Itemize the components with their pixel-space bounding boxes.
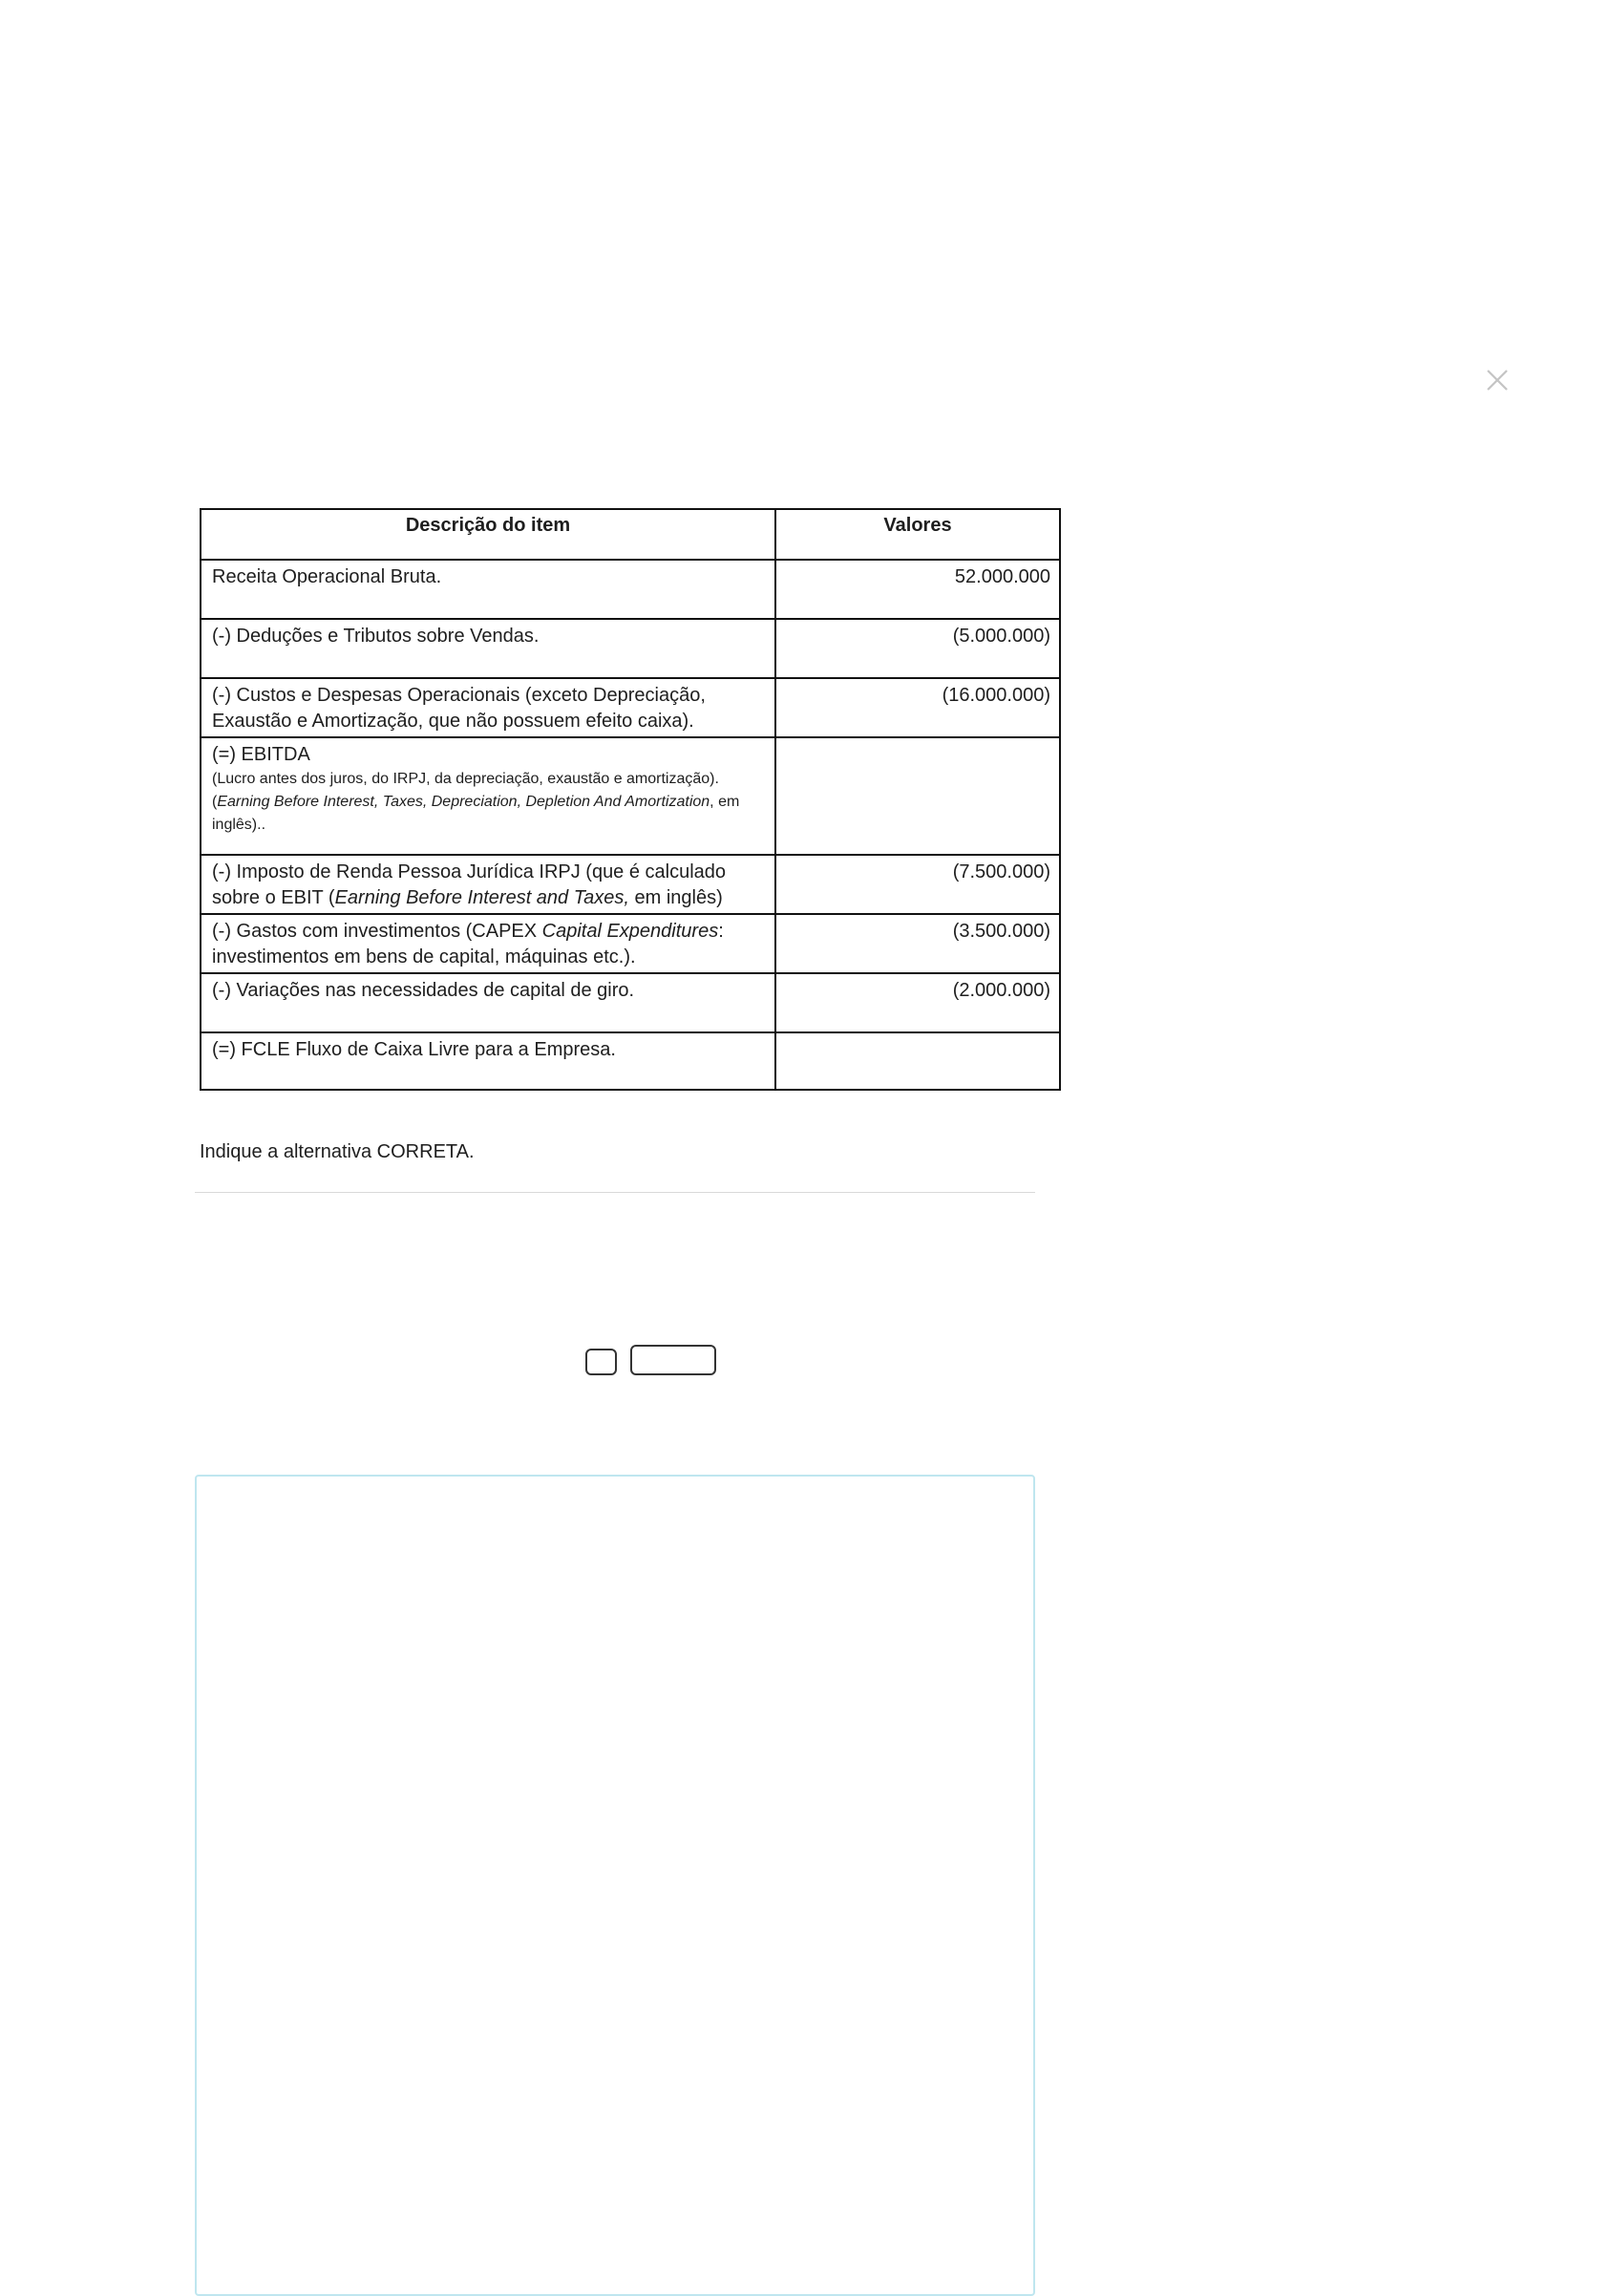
table-row-receita — [201, 560, 1060, 619]
capex-description — [201, 914, 775, 973]
ebitda-note-italic: Earning Before Interest, Taxes, Depreciation, Depletion And Amortization — [217, 794, 710, 810]
table-row-capex — [201, 914, 1060, 973]
table-row-irpj — [201, 855, 1060, 914]
header-description: Descrição do item — [201, 509, 775, 560]
receita-description: Receita Operacional Bruta. — [201, 560, 775, 619]
small-checkbox[interactable] — [585, 1349, 617, 1375]
header-values: Valores — [775, 509, 1060, 560]
question-instruction: Indique a alternativa CORRETA. — [200, 1141, 475, 1162]
cash-flow-table — [200, 508, 1061, 1091]
giro-value: (2.000.000) — [775, 973, 1060, 1032]
capex-text-b: : investimentos em bens de capital, máquinas etc.). — [212, 921, 724, 967]
ebitda-note-en — [212, 791, 769, 837]
capex-text-italic: Capital Expenditures — [541, 921, 719, 942]
irpj-text-italic: Earning Before Interest and Taxes, — [334, 887, 629, 908]
small-button[interactable] — [630, 1345, 716, 1375]
ebitda-title: (=) EBITDA — [212, 744, 310, 765]
close-button[interactable] — [1484, 367, 1511, 393]
ebitda-note-close: , em inglês).. — [212, 794, 740, 833]
table-header-row — [201, 509, 1060, 560]
irpj-text-b: em inglês) — [628, 887, 723, 908]
close-icon — [1484, 367, 1511, 393]
divider — [195, 1192, 1035, 1193]
capex-value: (3.500.000) — [775, 914, 1060, 973]
answer-panel[interactable] — [195, 1475, 1035, 2296]
irpj-text-a: (-) Imposto de Renda Pessoa Jurídica IRPJ (que é calculado sobre o EBIT ( — [212, 861, 727, 908]
irpj-description — [201, 855, 775, 914]
giro-description: (-) Variações nas necessidades de capital de giro. — [201, 973, 775, 1032]
table-row-custos — [201, 678, 1060, 737]
table-row-giro — [201, 973, 1060, 1032]
table-row-fcle — [201, 1032, 1060, 1090]
table-row-ebitda — [201, 737, 1060, 855]
ebitda-note-open: ( — [212, 794, 218, 810]
custos-description: (-) Custos e Despesas Operacionais (exceto Depreciação, Exaustão e Amortização, que não possuem efeito caixa). — [201, 678, 775, 737]
irpj-value: (7.500.000) — [775, 855, 1060, 914]
ebitda-value — [775, 737, 1060, 855]
fcle-description: (=) FCLE Fluxo de Caixa Livre para a Empresa. — [201, 1032, 775, 1090]
custos-value: (16.000.000) — [775, 678, 1060, 737]
deducoes-value: (5.000.000) — [775, 619, 1060, 678]
fcle-value — [775, 1032, 1060, 1090]
table-row-deducoes — [201, 619, 1060, 678]
ebitda-description — [201, 737, 775, 855]
capex-text-a: (-) Gastos com investimentos (CAPEX — [212, 921, 542, 942]
deducoes-description: (-) Deduções e Tributos sobre Vendas. — [201, 619, 775, 678]
receita-value: 52.000.000 — [775, 560, 1060, 619]
ebitda-note-pt: (Lucro antes dos juros, do IRPJ, da depreciação, exaustão e amortização). — [212, 771, 719, 787]
